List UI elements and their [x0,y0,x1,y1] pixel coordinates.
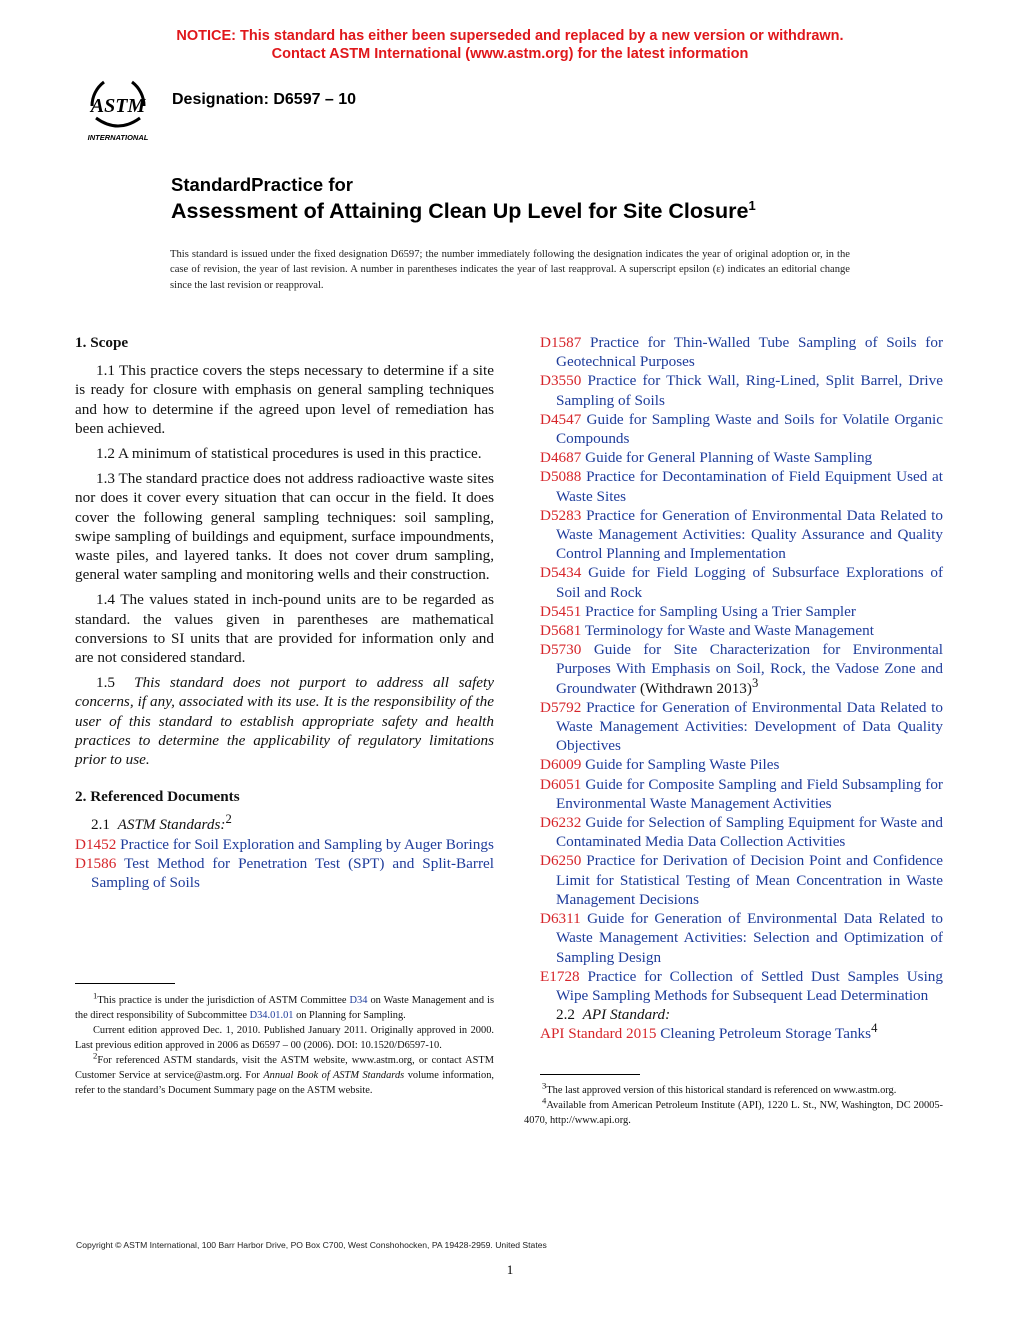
reference-code-link[interactable]: D5792 [540,698,582,716]
title-block [171,174,756,226]
reference-title-link[interactable]: Guide for Composite Sampling and Field Subsampling for Environmental Waste Management Activities [556,775,943,812]
reference-item [540,563,943,601]
api-reference-code[interactable]: API Standard 2015 [540,1025,657,1043]
footnote-2-text-b: volume information, refer to the standard’s Document Summary page on the ASTM website. [75,1070,494,1096]
reference-title-link[interactable]: Practice for Decontamination of Field Equipment Used at Waste Sites [556,468,943,505]
reference-item [540,410,943,448]
reference-code-link[interactable]: D1452 [75,835,117,853]
reference-item [540,506,943,564]
reference-code-link[interactable]: E1728 [540,967,580,985]
reference-footnote-mark: 3 [751,675,759,690]
scope-para-1-5-num: 1.5 [96,674,115,692]
footnote-1 [75,990,495,1023]
reference-code-link[interactable]: D1587 [540,334,582,351]
title-text: Assessment of Attaining Clean Up Level for Site Closure [171,199,749,223]
issuance-note: This standard is issued under the fixed designation D6597; the number immediately following the designation indicates the year of original adoption or, in the case of revision, the year of last revision. A number in parentheses indicates the year of last reapproval. A superscript epsilon (ε) indicates an editorial change since the last revision or reapproval. [170,249,850,291]
footnote-rule-right [540,1074,640,1075]
reference-title-link[interactable]: Test Method for Penetration Test (SPT) and Split-Barrel Sampling of Soils [91,854,495,892]
reference-code-link[interactable]: D4687 [540,449,582,467]
footnote-2 [75,1050,494,1098]
footnotes-right [524,1080,943,1128]
footnote-2-italic: Annual Book of ASTM Standards [263,1070,405,1081]
reference-code-link[interactable]: D6311 [540,910,581,928]
reference-item [540,813,943,851]
footnote-1-text-a: This practice is under the jurisdiction of ASTM Committee [97,995,350,1006]
reference-code-link[interactable]: D6232 [540,814,582,832]
reference-title-link[interactable]: Practice for Generation of Environmental Data Related to Waste Management Activities: Development of Data Quality Objectives [556,698,943,755]
reference-item [540,755,943,774]
reference-title-link[interactable]: Practice for Derivation of Decision Point and Confidence Limit for Statistical Testing of Mean Concentration in Waste Management Decisions [556,852,943,908]
reference-item [540,467,943,505]
reference-item [540,775,943,813]
reference-code-link[interactable]: D6009 [540,756,582,774]
reference-item [540,371,943,409]
footnote-3-text: The last approved version of this historical standard is referenced on www.astm.org. [546,1085,897,1096]
reference-code-link[interactable]: D6250 [540,852,582,870]
reference-item [75,835,494,854]
api-standard-subhead [540,1005,943,1024]
reference-status: (Withdrawn 2013) [636,679,752,697]
committee-link[interactable]: D34 [349,995,368,1006]
reference-code-link[interactable]: D5088 [540,468,582,486]
astm-logo [74,72,162,144]
reference-title-link[interactable]: Guide for Sampling Waste and Soils for Volatile Organic Compounds [556,410,943,448]
reference-item [540,448,943,467]
scope-para-1-5-text: This standard does not purport to address all safety concerns, if any, associated with its use. It is the responsibility of the user of this standard to establish appropriate safety and health practices to determine the applicability of regulatory limitations prior to use. [75,674,494,769]
footnotes-left [75,990,495,1098]
reference-list-left [75,835,494,893]
left-column [75,333,494,892]
footnote-4-text: Available from American Petroleum Institute (API), 1220 L. St., NW, Washington, DC 20005-4070, http://www.api.org. [524,1100,943,1126]
page-number: 1 [506,1262,514,1277]
reference-item [540,602,943,621]
reference-item-api [540,1021,943,1043]
reference-list-right [540,333,943,1005]
reference-code-link[interactable]: D4547 [540,410,582,428]
reference-title-link[interactable]: Guide for Selection of Sampling Equipment for Waste and Contaminated Media Data Collection Activities [556,814,943,851]
reference-item [540,967,943,1005]
reference-title-link[interactable]: Guide for Site Characterization for Environmental Purposes With Emphasis on Soil, Rock, the Vadose Zone and Groundwater [556,641,943,697]
reference-title-link[interactable]: Guide for Field Logging of Subsurface Explorations of Soil and Rock [556,564,943,601]
reference-title-link[interactable]: Terminology for Waste and Waste Management [584,622,874,640]
reference-title-link[interactable]: Practice for Thick Wall, Ring-Lined, Split Barrel, Drive Sampling of Soils [556,372,943,409]
footnote-1-text-c: on Planning for Sampling. [293,1010,406,1021]
scope-heading: 1. Scope [75,334,129,351]
scope-para-1-3: 1.3 The standard practice does not address radioactive waste sites nor does it cover every situation that can occur in the field. It does cover the following general sampling techniques: soil sampling, swipe sampling of buildings and equipment, surface impoundments, waste piles, and layered tanks. It does not cover drum sampling, general water sampling and monitoring wells and their construction. [75,470,494,584]
footnote-3-mark: 3 [542,1080,547,1091]
reference-item [540,621,943,640]
reference-code-link[interactable]: D5681 [540,622,582,640]
astm-standards-num: 2.1 [91,816,110,834]
reference-title-link[interactable]: Practice for Soil Exploration and Sampling by Auger Borings [120,835,494,853]
reference-title-link[interactable]: Guide for Sampling Waste Piles [585,756,780,774]
api-reference-mark: 4 [871,1021,878,1036]
footnote-2-mark: 2 [93,1050,98,1061]
footnote-2-text-a: For referenced ASTM standards, visit the ASTM website, www.astm.org, or contact ASTM Customer Service at service@astm.org. For [75,1055,494,1081]
notice-line-2: Contact ASTM International (www.astm.org) for the latest information [271,46,749,62]
astm-standards-label: ASTM Standards: [117,816,226,834]
reference-title-link[interactable]: Practice for Sampling Using a Trier Sampler [585,602,856,620]
logo-subtext: INTERNATIONAL [87,133,149,142]
reference-item [540,851,943,909]
reference-item [540,698,943,756]
scope-para-1-2: 1.2 A minimum of statistical procedures is used in this practice. [96,445,482,463]
reference-title-link[interactable]: Practice for Thin-Walled Tube Sampling of Soils for Geotechnical Purposes [556,334,943,371]
astm-standards-subhead [75,812,494,834]
reference-code-link[interactable]: D5730 [540,641,582,659]
reference-code-link[interactable]: D5434 [540,564,582,582]
reference-code-link[interactable]: D1586 [75,854,117,872]
footnote-1-edition: Current edition approved Dec. 1, 2010. Published January 2011. Originally approved in 2000. Last previous edition approved in 2006 as D6597 – 00 (2006). DOI: 10.1520/D6597-10. [75,1025,494,1051]
api-reference-title[interactable]: Cleaning Petroleum Storage Tanks [660,1025,872,1043]
scope-para-1-5 [75,673,494,769]
scope-para-1-1: 1.1 This practice covers the steps necessary to determine if a site is ready for closure with emphasis on general sampling techniques and how to determine if the agreed upon level of remediation has been achieved. [75,362,494,437]
title-line-1: StandardPractice for [171,174,353,195]
notice-line-1: NOTICE: This standard has either been superseded and replaced by a new version or withdrawn. [176,28,844,44]
reference-code-link[interactable]: D6051 [540,775,582,793]
logo-text: ASTM [90,95,146,117]
subcommittee-link[interactable]: D34.01.01 [249,1010,294,1021]
reference-item [540,333,943,371]
reference-code-link[interactable]: D5451 [540,602,582,620]
footnote-1-text-b: on Waste Management and is the direct responsibility of Subcommittee [75,995,495,1021]
references-heading: 2. Referenced Documents [75,788,240,806]
reference-title-link[interactable]: Practice for Collection of Settled Dust Samples Using Wipe Sampling Methods for Subsequent Lead Determination [556,967,943,1004]
reference-title-link[interactable]: Practice for Generation of Environmental Data Related to Waste Management Activities: Quality Assurance and Quality Control Planning and Implementation [556,506,943,563]
reference-title-link[interactable]: Guide for General Planning of Waste Sampling [585,449,873,467]
footnote-4-mark: 4 [542,1095,547,1106]
supersede-notice [0,27,1020,63]
reference-code-link[interactable]: D5283 [540,506,582,524]
api-standard-num: 2.2 [556,1006,575,1024]
scope-para-1-4: 1.4 The values stated in inch-pound units are to be regarded as standard. the values given in parentheses are mathematical conversions to SI units that are provided for information only and are not considered standard. [75,591,494,667]
designation: Designation: D6597 – 10 [172,91,357,108]
footnote-3 [524,1080,943,1098]
right-column [540,333,943,1044]
footnote-1-mark: 1 [93,990,98,1001]
astm-standards-mark: 2 [225,812,232,827]
reference-title-link[interactable]: Guide for Generation of Environmental Data Related to Waste Management Activities: Selection and Optimization of Sampling Design [556,910,944,966]
reference-item [540,640,943,698]
title-line-2 [171,196,756,226]
api-standard-label: API Standard: [582,1006,671,1024]
footnote-rule-left [75,983,175,984]
copyright-line: Copyright © ASTM International, 100 Barr Harbor Drive, PO Box C700, West Conshohocken, PA 19428-2959. United States [76,1240,547,1250]
footnote-4 [524,1095,943,1128]
title-footnote-mark: 1 [748,197,756,213]
reference-item [75,854,494,892]
reference-code-link[interactable]: D3550 [540,372,582,390]
reference-item [540,909,943,967]
